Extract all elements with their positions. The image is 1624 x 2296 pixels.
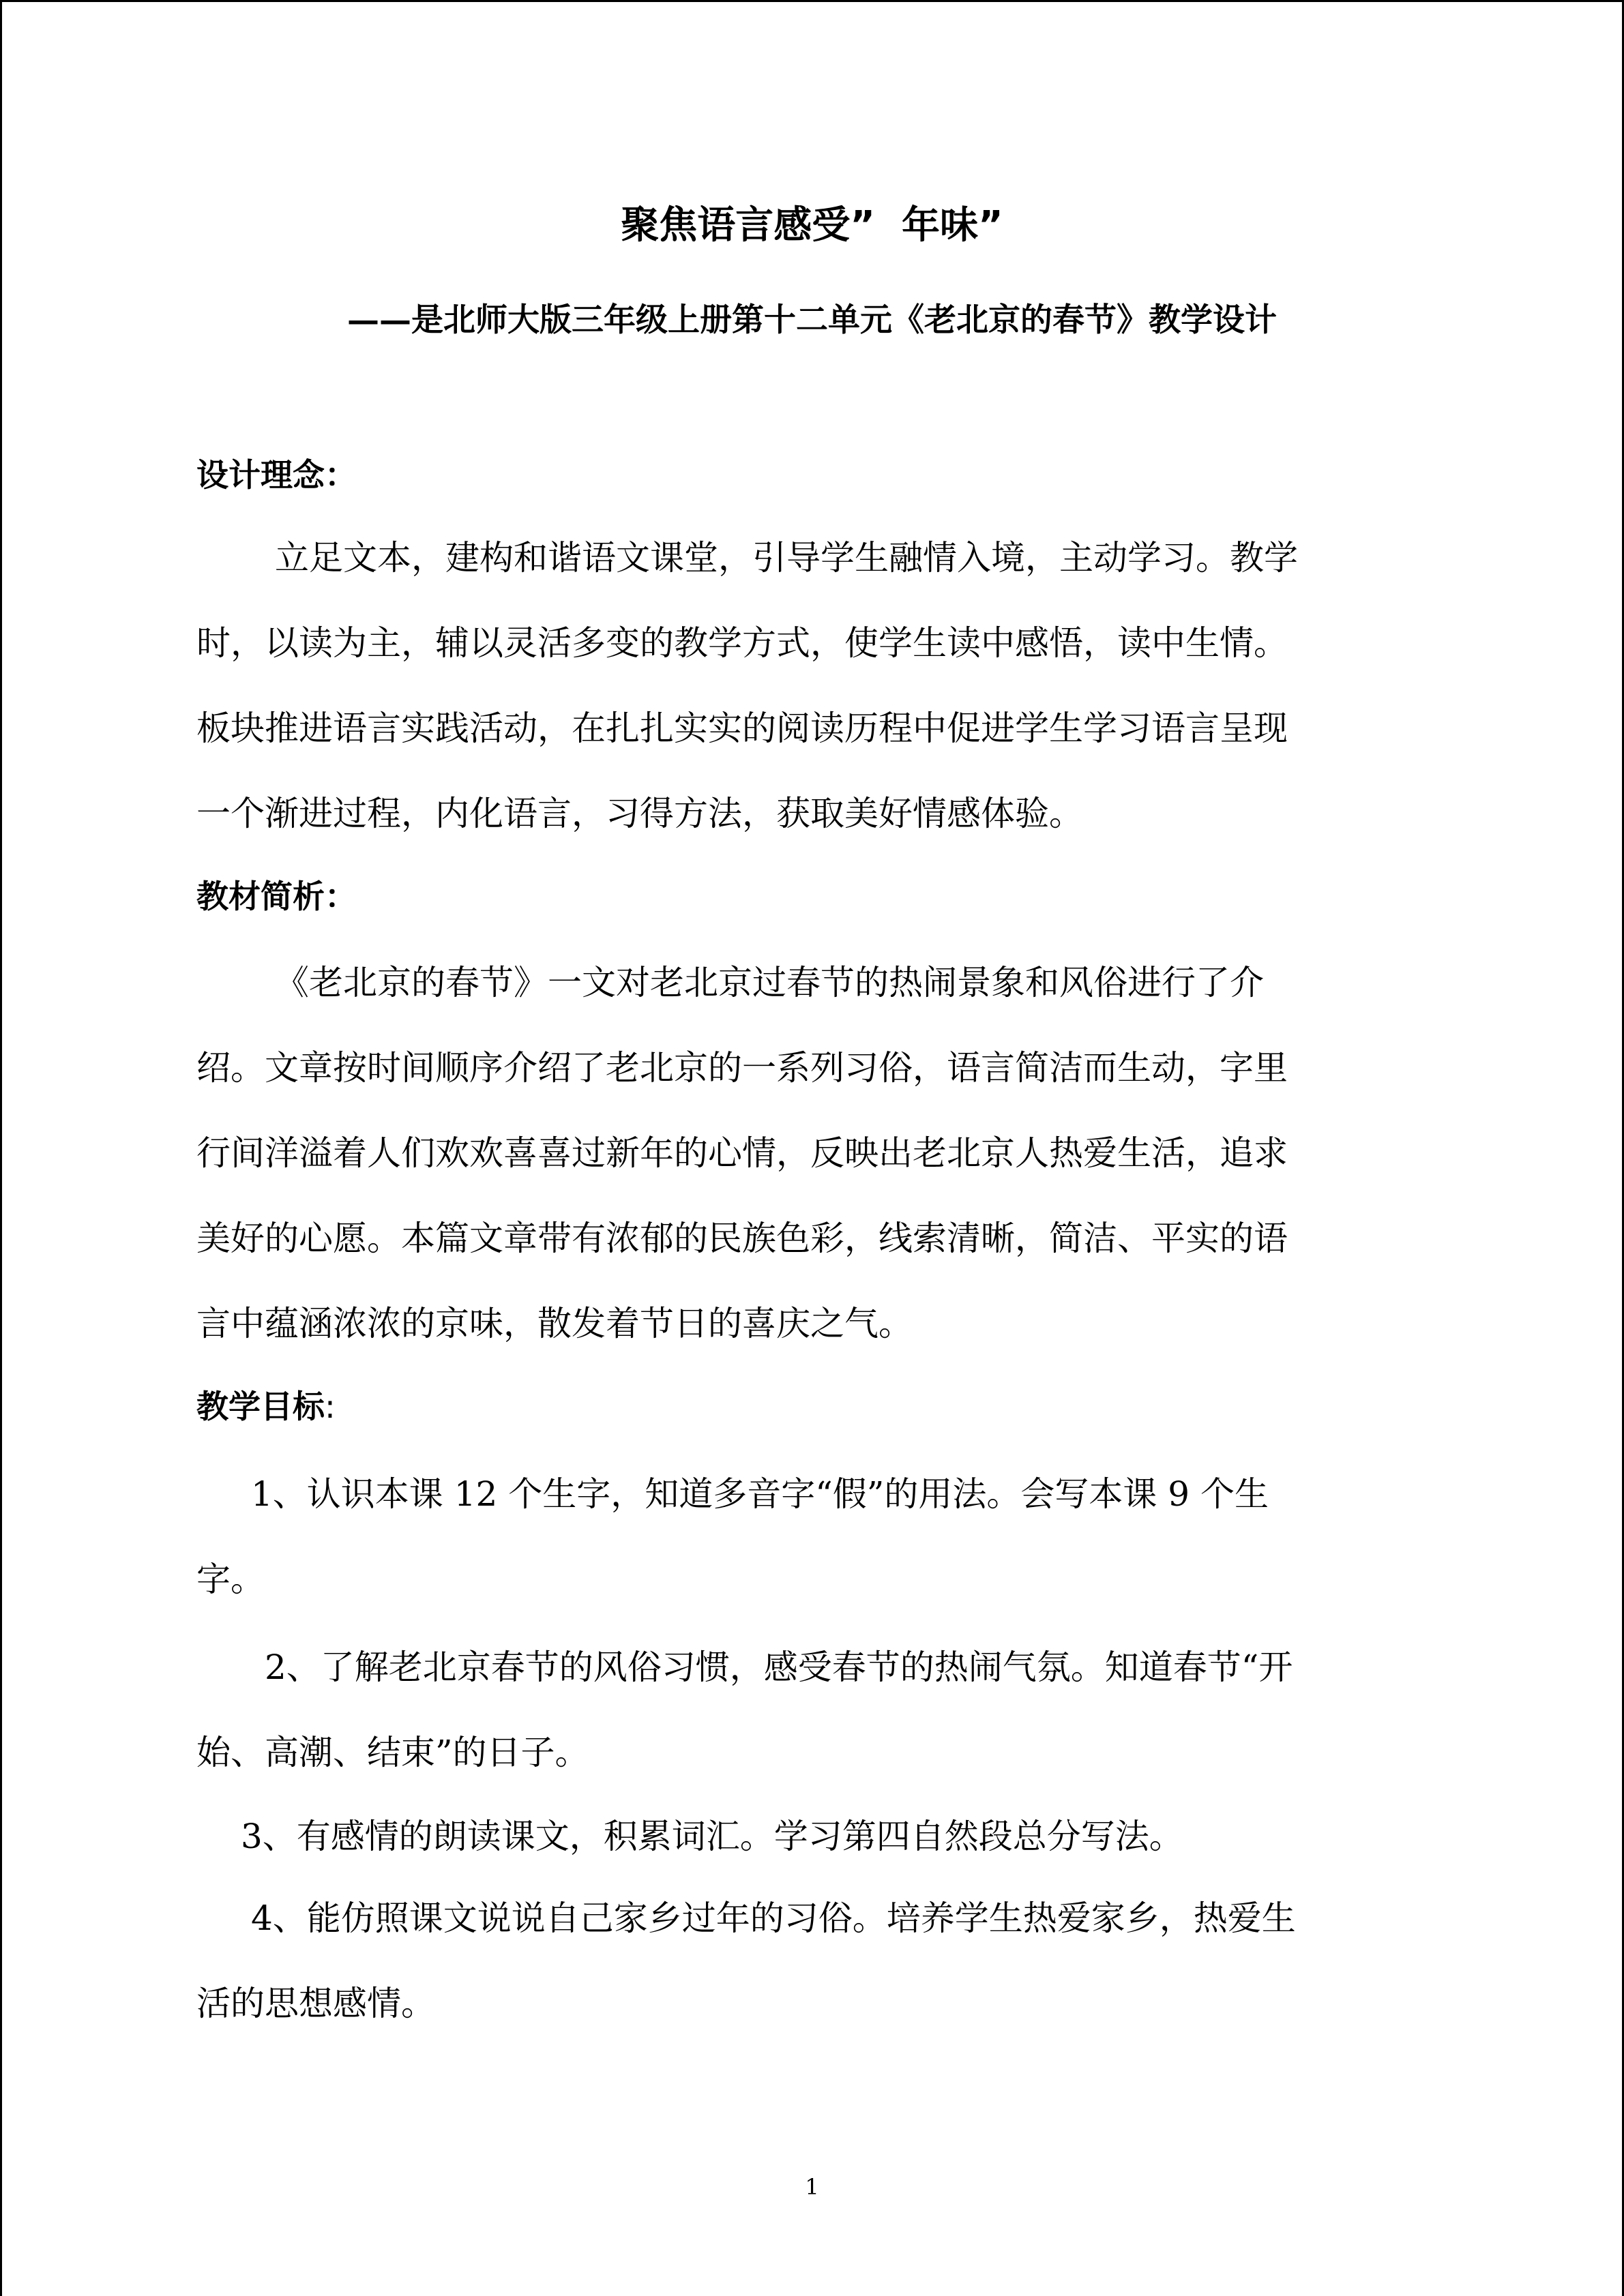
- section-heading-teaching-goals: [196, 1384, 336, 1431]
- paragraph-line: 言中蕴涵浓浓的京味，散发着节日的喜庆之气。: [196, 1304, 913, 1343]
- document-subtitle: ——是北师大版三年级上册第十二单元《老北京的春节》教学设计: [347, 301, 1277, 339]
- paragraph-line: 美好的心愿。本篇文章带有浓郁的民族色彩，线索清晰，简洁、平实的语: [196, 1219, 1288, 1258]
- goal-line: 2、了解老北京春节的风俗习惯，感受春节的热闹气氛。知道春节“开: [265, 1648, 1293, 1687]
- section-paragraph-design-concept: [196, 516, 1438, 856]
- goal-item-1: [196, 1452, 1438, 1622]
- section-paragraph-material-analysis: [196, 940, 1438, 1367]
- heading-text: 教学目标: [196, 1388, 325, 1426]
- paragraph-line: 一个渐进过程，内化语言，习得方法，获取美好情感体验。: [196, 794, 1083, 833]
- page-number: 1: [805, 2174, 819, 2200]
- paragraph-line: 立足文本，建构和谐语文课堂，引导学生融情入境，主动学习。教学: [275, 538, 1298, 578]
- goal-line: 4、能仿照课文说说自己家乡过年的习俗。培养学生热爱家乡，热爱生: [251, 1898, 1296, 1938]
- goal-line: 始、高潮、结束”的日子。: [196, 1733, 589, 1772]
- goal-line: 字。: [196, 1560, 265, 1599]
- goal-item-3: [196, 1794, 1438, 1879]
- section-heading-material-analysis: 教材简析：: [196, 878, 357, 916]
- paragraph-line: 绍。文章按时间顺序介绍了老北京的一系列习俗，语言简洁而生动，字里: [196, 1048, 1288, 1088]
- section-heading-design-concept: 设计理念：: [196, 457, 357, 494]
- goal-line: 3、有感情的朗读课文，积累词汇。学习第四自然段总分写法。: [241, 1817, 1183, 1856]
- goal-line: 1、认识本课 12 个生字，知道多音字“假”的用法。会写本课 9 个生: [251, 1474, 1269, 1514]
- paragraph-line: 《老北京的春节》一文对老北京过春节的热闹景象和风俗进行了介: [275, 963, 1264, 1002]
- goal-item-4: [196, 1876, 1438, 2046]
- document-title: 聚焦语言感受” 年味”: [621, 203, 1003, 248]
- paragraph-line: 板块推进语言实践活动，在扎扎实实的阅读历程中促进学生学习语言呈现: [196, 709, 1288, 748]
- goal-line: 活的思想感情。: [196, 1984, 435, 2023]
- goal-item-2: [196, 1625, 1438, 1795]
- heading-colon: :: [325, 1388, 336, 1426]
- paragraph-line: 时，以读为主，辅以灵活多变的教学方式，使学生读中感悟，读中生情。: [196, 623, 1288, 663]
- paragraph-line: 行间洋溢着人们欢欢喜喜过新年的心情，反映出老北京人热爱生活，追求: [196, 1133, 1288, 1173]
